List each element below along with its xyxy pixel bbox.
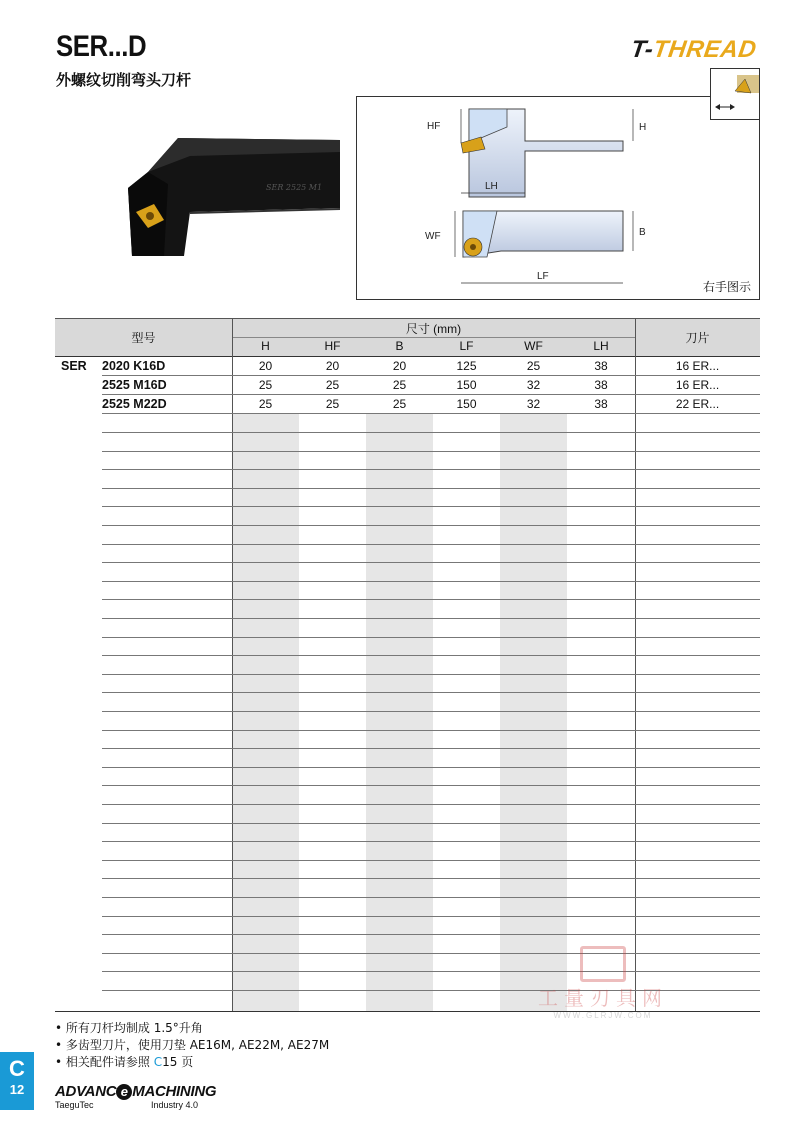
cell-insert: 16 ER... <box>675 359 720 373</box>
cell-h: 20 <box>258 359 273 373</box>
page-title: SER...D <box>56 30 147 63</box>
header-model: 型号 <box>131 331 156 345</box>
note-ref-page: 15 <box>162 1055 178 1069</box>
brand-prefix: T- <box>628 36 655 63</box>
header-col-h: H <box>261 339 270 353</box>
empty-row-line <box>102 804 760 805</box>
empty-row-line <box>102 599 760 600</box>
empty-row-line <box>102 711 760 712</box>
advance-machining-logo <box>55 1084 216 1112</box>
label-wf: WF <box>425 231 441 242</box>
brand-name: THREAD <box>651 36 758 63</box>
empty-row-line <box>102 655 760 656</box>
empty-row-line <box>102 562 760 563</box>
watermark-icon <box>580 946 626 982</box>
empty-row-line <box>102 488 760 489</box>
empty-row-line <box>102 581 760 582</box>
empty-row-line <box>102 823 760 824</box>
page-section-letter: C <box>9 1056 25 1081</box>
empty-row-line <box>102 432 760 433</box>
note-ref-code[interactable]: C <box>153 1055 163 1069</box>
header-insert: 刀片 <box>685 331 710 345</box>
page-tab <box>0 1052 34 1110</box>
row-model: 2020 K16D <box>102 359 166 373</box>
note-text: 所有刀杆均制成 1.5°升角 <box>65 1021 203 1035</box>
cell-wf: 25 <box>526 359 541 373</box>
cell-wf: 32 <box>526 378 541 392</box>
label-lf: LF <box>537 271 549 282</box>
empty-row-line <box>102 451 760 452</box>
family-label: SER <box>61 359 87 373</box>
empty-row-line <box>102 897 760 898</box>
note-item: • 多齿型刀片，使用刀垫 AE16M, AE22M, AE27M <box>55 1038 330 1052</box>
header-col-lh: LH <box>593 339 609 353</box>
cell-b: 20 <box>392 359 407 373</box>
logo-right: MACHINING <box>132 1083 217 1100</box>
empty-row-line <box>102 637 760 638</box>
brand-logo <box>629 36 758 64</box>
empty-row-line <box>102 525 760 526</box>
cell-h: 25 <box>258 397 273 411</box>
cell-wf: 32 <box>526 397 541 411</box>
cell-h: 25 <box>258 378 273 392</box>
cell-lf: 150 <box>456 378 477 392</box>
empty-row-line <box>102 785 760 786</box>
note-item: • 相关配件请参照 C15 页 <box>55 1055 194 1069</box>
logo-sub-right: Industry 4.0 <box>151 1100 199 1110</box>
cell-lh: 38 <box>594 397 608 411</box>
logo-sub-left: TaeguTec <box>55 1100 94 1110</box>
empty-row-line <box>102 934 760 935</box>
empty-row-line <box>102 674 760 675</box>
page-number: 12 <box>9 1082 25 1097</box>
header-col-wf: WF <box>524 339 543 353</box>
empty-row-line <box>102 730 760 731</box>
cell-b: 25 <box>392 378 407 392</box>
label-b: B <box>639 227 646 238</box>
empty-row-line <box>102 469 760 470</box>
watermark-url: WWW.GLRJW.COM <box>553 1011 653 1020</box>
cell-b: 25 <box>392 397 407 411</box>
cell-lh: 38 <box>594 359 608 373</box>
empty-row-line <box>102 748 760 749</box>
note-item: • 所有刀杆均制成 1.5°升角 <box>55 1021 203 1035</box>
watermark-text: 工量刃具网 <box>538 988 668 1010</box>
label-hf-top: HF <box>427 121 441 132</box>
cell-insert: 16 ER... <box>675 378 720 392</box>
cell-lf: 125 <box>456 359 477 373</box>
dimension-diagram <box>356 96 760 300</box>
cell-insert: 22 ER... <box>675 397 720 411</box>
logo-left: ADVANC <box>55 1083 117 1100</box>
empty-row-line <box>102 878 760 879</box>
logo-e: e <box>116 1084 132 1100</box>
header-col-b: B <box>395 339 404 353</box>
double-arrow-icon <box>711 69 759 119</box>
empty-row-line <box>102 860 760 861</box>
row-model: 2525 M16D <box>102 378 167 392</box>
notes-list <box>55 1020 329 1071</box>
note-ref-prefix: 相关配件请参照 <box>65 1055 154 1069</box>
label-h: H <box>639 122 647 133</box>
empty-row-line <box>102 841 760 842</box>
empty-row-line <box>102 692 760 693</box>
header-col-lf: LF <box>459 339 474 353</box>
cut-direction-indicator <box>710 68 760 120</box>
empty-row-line <box>102 544 760 545</box>
label-lh: LH <box>485 181 498 192</box>
header-dimensions: 尺寸 (mm) <box>405 322 462 336</box>
note-text: 多齿型刀片，使用刀垫 AE16M, AE22M, AE27M <box>65 1038 330 1052</box>
cell-hf: 25 <box>325 378 340 392</box>
watermark <box>538 946 668 1020</box>
cell-hf: 25 <box>325 397 340 411</box>
note-ref-suffix: 页 <box>177 1055 194 1069</box>
empty-row-line <box>102 618 760 619</box>
photo-engraving: SER 2525 M1 <box>266 183 323 192</box>
empty-row-line <box>102 916 760 917</box>
spec-table <box>55 318 760 1012</box>
row-model: 2525 M22D <box>102 397 167 411</box>
right-hand-caption: 右手图示 <box>702 280 751 294</box>
cell-hf: 20 <box>325 359 340 373</box>
empty-row-line <box>102 506 760 507</box>
empty-row-line <box>102 767 760 768</box>
page-subtitle: 外螺纹切削弯头刀杆 <box>56 71 192 89</box>
header-col-hf: HF <box>324 339 341 353</box>
tool-holder-photo <box>118 132 343 262</box>
cell-lh: 38 <box>594 378 608 392</box>
cell-lf: 150 <box>456 397 477 411</box>
